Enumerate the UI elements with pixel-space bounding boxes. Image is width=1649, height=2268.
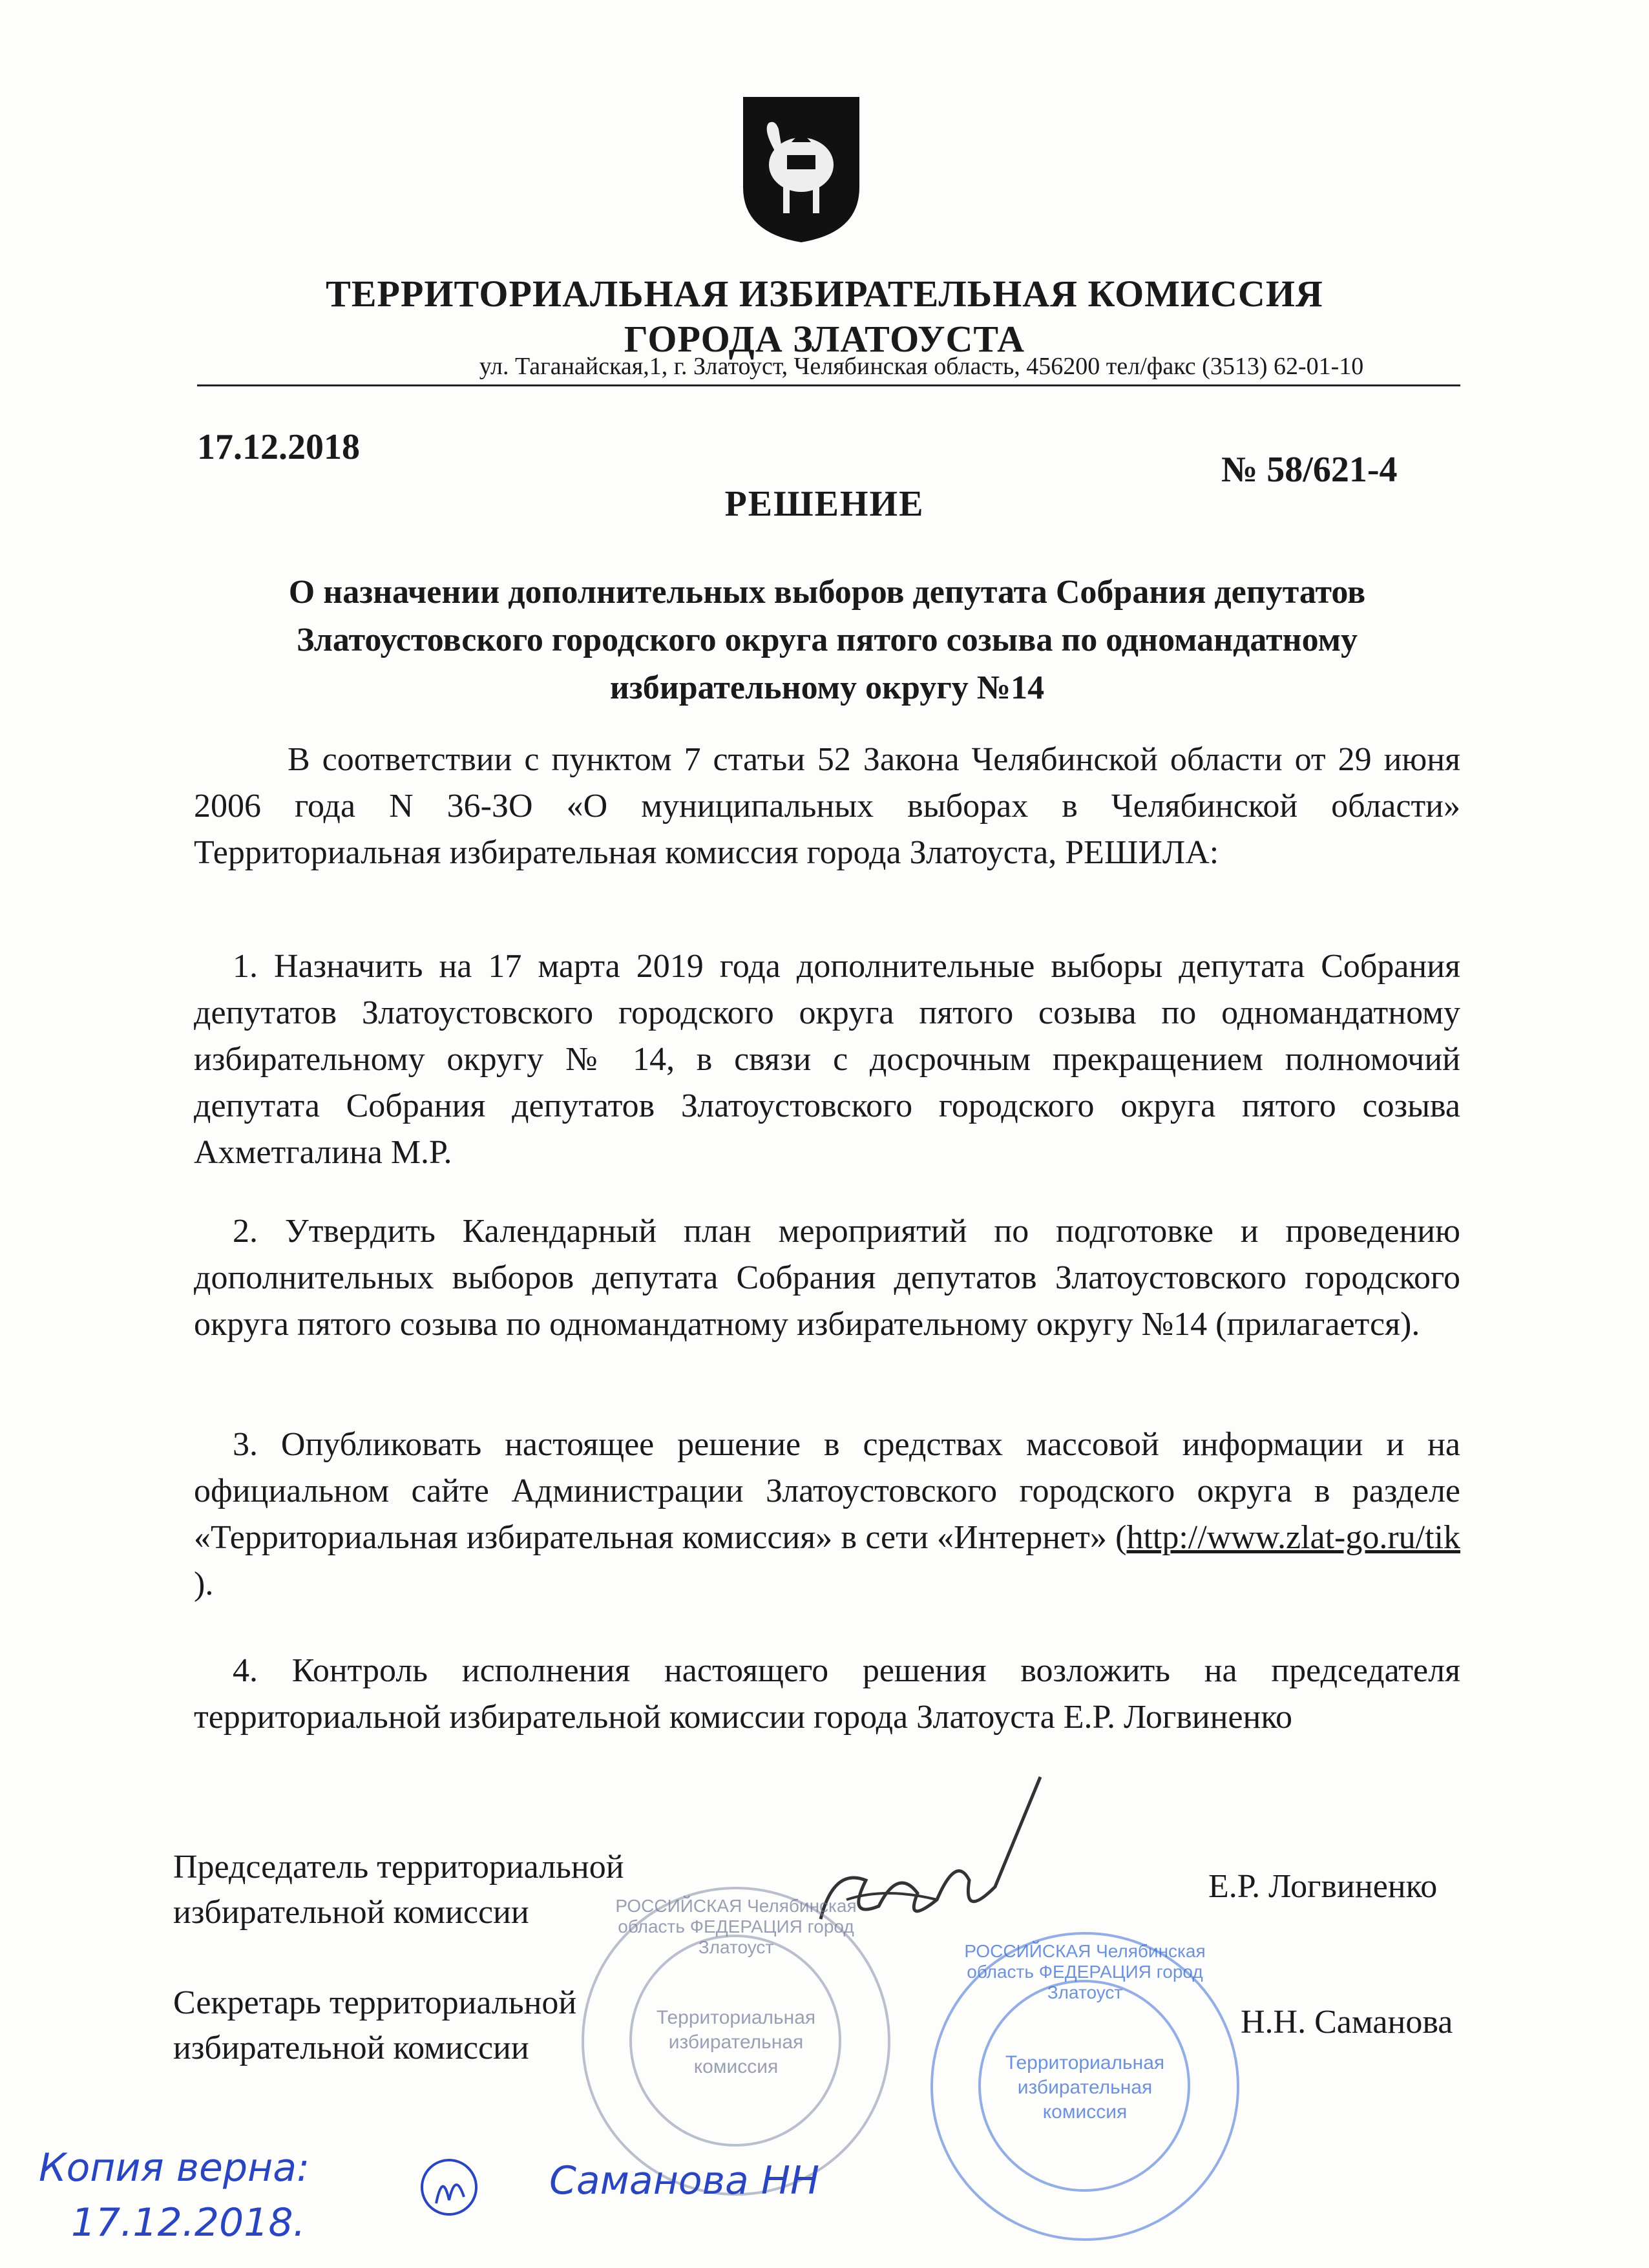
secretary-title-line2: избирательной комиссии	[173, 2030, 529, 2066]
handwritten-copy-note-date: 17.12.2018.	[71, 2200, 306, 2245]
organization-title-line2: ГОРОДА ЗЛАТОУСТА	[624, 318, 1025, 360]
stamp-right-center-text: Территориальная избирательная комиссия	[1005, 2052, 1165, 2123]
preamble-paragraph	[194, 737, 1460, 876]
item-3-text-after: ).	[194, 1566, 214, 1602]
preamble-text: В соответствии с пунктом 7 статьи 52 Закона Челябинской области от 29 июня 2006 года N 36-ЗО «О муниципальных выборах в Челябинской области» Территориальная избирательная комиссия города Златоуста, РЕШИЛА:	[194, 741, 1460, 871]
official-stamp-left	[582, 1887, 890, 2196]
official-stamp-right	[930, 1932, 1239, 2241]
coat-of-arms-emblem	[737, 90, 866, 246]
item-1-text: 1. Назначить на 17 марта 2019 года дополнительные выборы депутата Собрания депутатов Златоустовского городского округа пятого созыва по одномандатному избирательному округу № 14, в связи с досрочным прекращением полномочий депутата Собрания депутатов Златоустовского городского округа пятого созыва Ахметгалина М.Р.	[194, 948, 1460, 1171]
item-3-paragraph	[194, 1422, 1460, 1608]
decision-number: № 58/621-4	[1221, 450, 1398, 490]
item-2-paragraph	[194, 1208, 1460, 1348]
handwritten-copy-note-line1: Копия верна:	[39, 2145, 310, 2190]
document-type-title: РЕШЕНИЕ	[724, 484, 925, 524]
chair-title-line1: Председатель территориальной	[173, 1849, 624, 1885]
secretary-title-line1: Секретарь территориальной	[173, 1984, 577, 2021]
stamp-right-ring-text: РОССИЙСКАЯ Челябинская область ФЕДЕРАЦИЯ город Златоуст	[964, 1941, 1206, 2002]
item-4-paragraph	[194, 1648, 1460, 1741]
item-3-text-before: 3. Опубликовать настоящее решение в средствах массовой информации и на официальном сайте Администрации Златоустовского городского округа в разделе «Территориальная избирательная комиссия» в сети «Интернет» (	[194, 1426, 1460, 1556]
secretary-title	[173, 1980, 576, 2071]
tik-website-link[interactable]: http://www.zlat-go.ru/tik	[1126, 1519, 1460, 1556]
handwritten-signer-name: Саманова НН	[549, 2158, 820, 2203]
stamp-left-center-text: Территориальная избирательная комиссия	[656, 2007, 816, 2077]
organization-title-line1: ТЕРРИТОРИАЛЬНАЯ ИЗБИРАТЕЛЬНАЯ КОМИССИЯ	[326, 273, 1323, 315]
header-divider	[197, 384, 1460, 386]
secretary-name: Н.Н. Саманова	[1241, 2004, 1453, 2041]
item-2-text: 2. Утвердить Календарный план мероприятий по подготовке и проведению дополнительных выборов депутата Собрания депутатов Златоустовского городского округа пятого созыва по одномандатному избирательному округу №14 (прилагается).	[194, 1213, 1460, 1343]
decision-date: 17.12.2018	[197, 427, 360, 467]
stamp-left-ring-text: РОССИЙСКАЯ Челябинская область ФЕДЕРАЦИЯ город Златоуст	[615, 1896, 857, 1957]
chair-title	[173, 1845, 624, 1935]
chair-name: Е.Р. Логвиненко	[1208, 1868, 1438, 1905]
organization-address: ул. Таганайская,1, г. Златоуст, Челябинская область, 456200 тел/факс (3513) 62-01-10	[479, 353, 1364, 380]
item-1-paragraph	[194, 943, 1460, 1176]
handwritten-initials-mark	[414, 2152, 485, 2223]
decision-subject: О назначении дополнительных выборов депутата Собрания депутатов Златоустовского городского округа пятого созыва по одномандатному избирательному округу №14	[288, 574, 1366, 706]
chair-title-line2: избирательной комиссии	[173, 1894, 529, 1931]
item-4-text: 4. Контроль исполнения настоящего решения возложить на председателя территориальной избирательной комиссии города Златоуста Е.Р. Логвиненко	[194, 1652, 1460, 1736]
